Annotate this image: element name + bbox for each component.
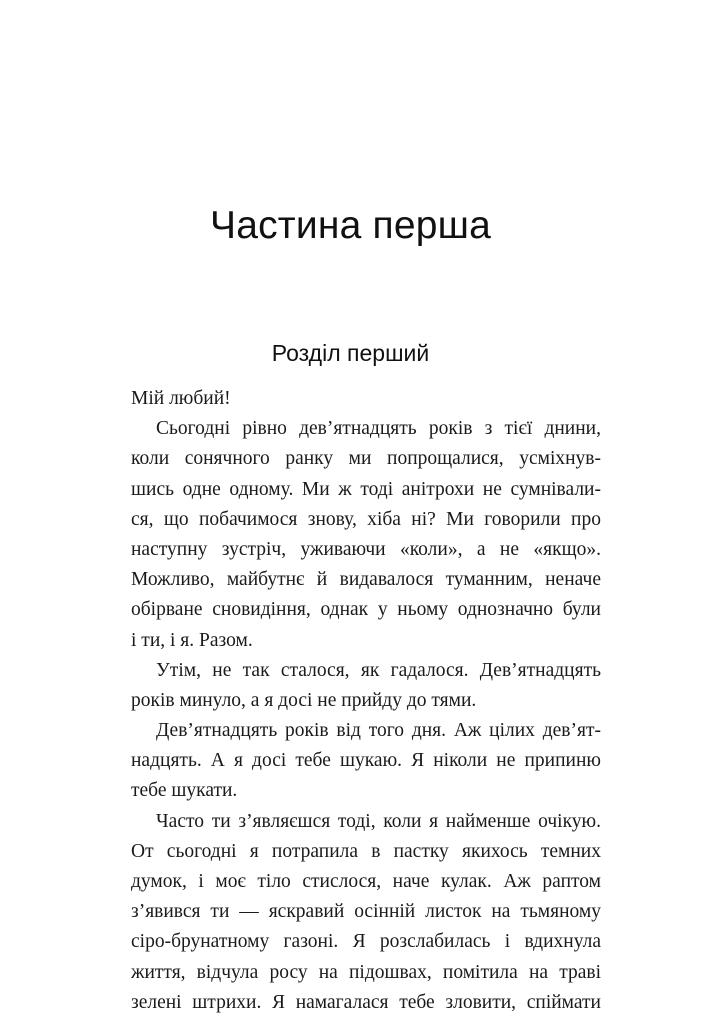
text-line: От сьогодні я потрапила в пастку якихось темних	[131, 840, 601, 862]
text-line: зелені штрихи. Я намагалася тебе зловити, спіймати	[131, 991, 601, 1013]
text-line: Утім, не так сталося, як гадалося. Дев’ятнадцять	[156, 659, 601, 681]
text-line: Дев’ятнадцять років від того дня. Аж цілих дев’ят-	[156, 720, 601, 742]
text-line: тебе шукати.	[131, 780, 238, 802]
text-line: Часто ти з’являєшся тоді, коли я найменше очікую.	[156, 810, 601, 832]
chapter-title: Розділ перший	[271, 340, 430, 366]
text-line: обірване сновидіння, однак у ньому однозначно були	[131, 599, 601, 621]
text-line: років минуло, а я досі не прийду до тями.	[131, 689, 477, 711]
part-title: Частина перша	[210, 204, 491, 247]
text-line: коли сонячного ранку ми попрощалися, усміхнув-	[131, 448, 601, 470]
text-line: надцять. А я досі тебе шукаю. Я ніколи не припиню	[131, 750, 601, 772]
text-line: з’явився ти — яскравий осінній листок на тьмяному	[131, 901, 601, 923]
text-line: ся, що побачимося знову, хіба ні? Ми говорили про	[131, 508, 601, 530]
body-text	[131, 384, 601, 1018]
text-line: Можливо, майбутнє й видавалося туманним, неначе	[131, 569, 601, 591]
text-line: наступну зустріч, уживаючи «коли», а не «якщо».	[131, 538, 601, 560]
text-line: Сьогодні рівно дев’ятнадцять років з тієї днини,	[156, 418, 601, 440]
text-line: Мій любий!	[131, 388, 231, 409]
text-line: і ти, і я. Разом.	[131, 629, 253, 651]
text-line: шись одне одному. Ми ж тоді анітрохи не сумнівали-	[131, 478, 601, 500]
text-line: думок, і моє тіло стислося, наче кулак. Аж раптом	[131, 871, 601, 892]
text-line: сіро-брунатному газоні. Я розслабилась і вдихнула	[131, 931, 601, 953]
text-line: життя, відчула росу на підошвах, помітила на траві	[131, 961, 601, 983]
